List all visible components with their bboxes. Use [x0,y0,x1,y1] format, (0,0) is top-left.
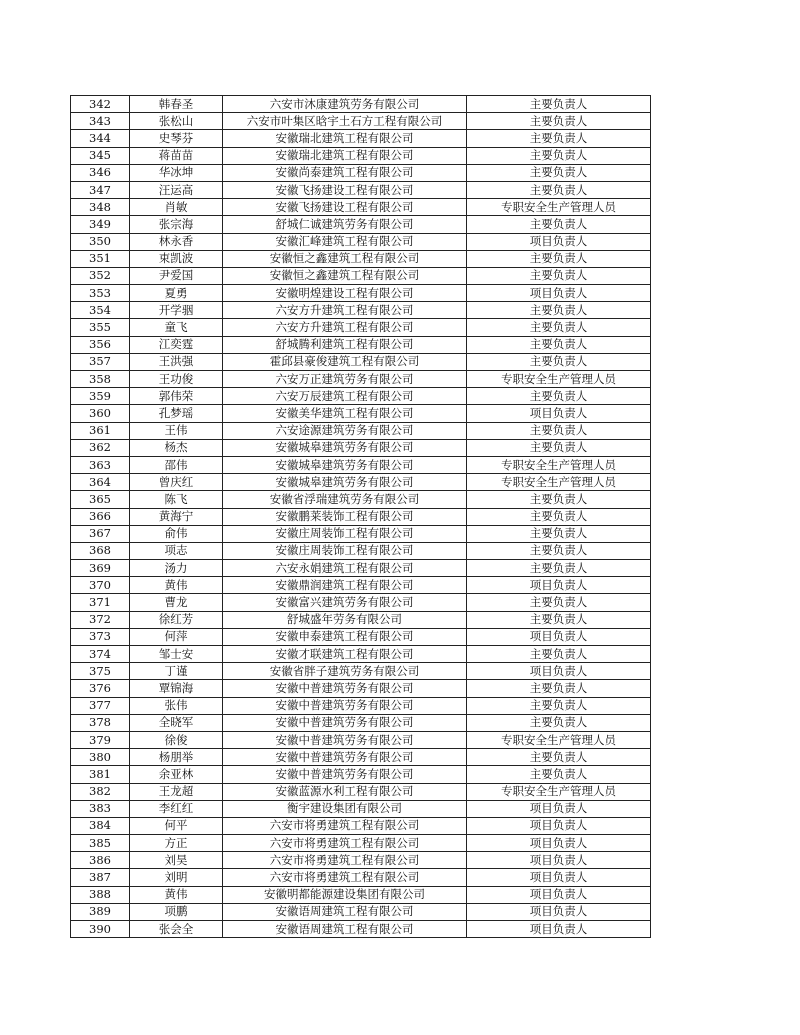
company-name-cell: 安徽瑞北建筑工程有限公司 [223,147,467,164]
person-name-cell: 开学骃 [130,302,223,319]
table-row [71,783,651,800]
company-name-cell: 安徽汇峰建筑工程有限公司 [223,233,467,250]
role-cell: 项目负责人 [467,921,651,938]
company-name-cell: 安徽庄周装饰工程有限公司 [223,542,467,559]
person-name-cell: 童飞 [130,319,223,336]
company-name-cell: 安徽省胖子建筑劳务有限公司 [223,663,467,680]
company-name-cell: 舒城盛年劳务有限公司 [223,611,467,628]
company-name-cell: 六安市将勇建筑工程有限公司 [223,835,467,852]
row-number-cell: 344 [71,130,130,147]
company-name-cell: 舒城腾利建筑工程有限公司 [223,336,467,353]
row-number-cell: 366 [71,508,130,525]
role-cell: 主要负责人 [467,697,651,714]
role-cell: 项目负责人 [467,663,651,680]
row-number-cell: 382 [71,783,130,800]
table-row [71,903,651,920]
company-name-cell: 六安途源建筑劳务有限公司 [223,422,467,439]
table-row [71,491,651,508]
table-row [71,422,651,439]
person-name-cell: 张松山 [130,113,223,130]
role-cell: 主要负责人 [467,216,651,233]
role-cell: 主要负责人 [467,250,651,267]
table-row [71,388,651,405]
role-cell: 主要负责人 [467,680,651,697]
table-row [71,869,651,886]
company-name-cell: 安徽美华建筑工程有限公司 [223,405,467,422]
row-number-cell: 342 [71,96,130,113]
personnel-table [70,95,651,938]
person-name-cell: 王伟 [130,422,223,439]
row-number-cell: 368 [71,542,130,559]
row-number-cell: 369 [71,560,130,577]
company-name-cell: 安徽中普建筑劳务有限公司 [223,680,467,697]
table-row [71,663,651,680]
row-number-cell: 380 [71,749,130,766]
role-cell: 专职安全生产管理人员 [467,731,651,748]
role-cell: 主要负责人 [467,560,651,577]
person-name-cell: 黄伟 [130,886,223,903]
company-name-cell: 安徽城皋建筑劳务有限公司 [223,456,467,473]
table-row [71,560,651,577]
company-name-cell: 舒城仁诚建筑劳务有限公司 [223,216,467,233]
person-name-cell: 覃锦海 [130,680,223,697]
person-name-cell: 俞伟 [130,525,223,542]
role-cell: 项目负责人 [467,577,651,594]
person-name-cell: 张伟 [130,697,223,714]
company-name-cell: 六安方升建筑工程有限公司 [223,302,467,319]
role-cell: 主要负责人 [467,302,651,319]
table-row [71,250,651,267]
role-cell: 项目负责人 [467,869,651,886]
row-number-cell: 361 [71,422,130,439]
company-name-cell: 安徽明都能源建设集团有限公司 [223,886,467,903]
row-number-cell: 350 [71,233,130,250]
table-row [71,628,651,645]
role-cell: 主要负责人 [467,388,651,405]
person-name-cell: 张宗海 [130,216,223,233]
row-number-cell: 372 [71,611,130,628]
person-name-cell: 徐红芳 [130,611,223,628]
table-row [71,817,651,834]
person-name-cell: 王龙超 [130,783,223,800]
company-name-cell: 六安市将勇建筑工程有限公司 [223,852,467,869]
table-row [71,130,651,147]
row-number-cell: 371 [71,594,130,611]
row-number-cell: 364 [71,474,130,491]
person-name-cell: 陈飞 [130,491,223,508]
table-row [71,474,651,491]
table-row [71,233,651,250]
company-name-cell: 六安万正建筑劳务有限公司 [223,371,467,388]
row-number-cell: 357 [71,353,130,370]
row-number-cell: 365 [71,491,130,508]
table-row [71,147,651,164]
role-cell: 主要负责人 [467,267,651,284]
table-row [71,319,651,336]
role-cell: 专职安全生产管理人员 [467,474,651,491]
person-name-cell: 夏勇 [130,285,223,302]
table-row [71,835,651,852]
row-number-cell: 388 [71,886,130,903]
person-name-cell: 王洪强 [130,353,223,370]
company-name-cell: 安徽恒之鑫建筑工程有限公司 [223,267,467,284]
role-cell: 专职安全生产管理人员 [467,371,651,388]
person-name-cell: 束凯波 [130,250,223,267]
table-row [71,216,651,233]
person-name-cell: 张会全 [130,921,223,938]
role-cell: 主要负责人 [467,164,651,181]
row-number-cell: 348 [71,199,130,216]
table-row [71,113,651,130]
company-name-cell: 安徽中普建筑劳务有限公司 [223,714,467,731]
person-name-cell: 邹士安 [130,646,223,663]
person-name-cell: 蒋苗苗 [130,147,223,164]
table-row [71,542,651,559]
row-number-cell: 375 [71,663,130,680]
table-row [71,96,651,113]
table-row [71,697,651,714]
row-number-cell: 379 [71,731,130,748]
company-name-cell: 六安市沐康建筑劳务有限公司 [223,96,467,113]
table-row [71,405,651,422]
table-row [71,285,651,302]
role-cell: 主要负责人 [467,766,651,783]
person-name-cell: 何平 [130,817,223,834]
table-row [71,353,651,370]
row-number-cell: 358 [71,371,130,388]
role-cell: 主要负责人 [467,749,651,766]
person-name-cell: 江奕霆 [130,336,223,353]
table-row [71,594,651,611]
company-name-cell: 衡宇建设集团有限公司 [223,800,467,817]
row-number-cell: 345 [71,147,130,164]
person-name-cell: 史琴芬 [130,130,223,147]
role-cell: 项目负责人 [467,835,651,852]
person-name-cell: 余亚林 [130,766,223,783]
person-name-cell: 华冰坤 [130,164,223,181]
role-cell: 主要负责人 [467,422,651,439]
company-name-cell: 安徽尚泰建筑工程有限公司 [223,164,467,181]
row-number-cell: 356 [71,336,130,353]
row-number-cell: 378 [71,714,130,731]
table-row [71,852,651,869]
row-number-cell: 376 [71,680,130,697]
company-name-cell: 安徽瑞北建筑工程有限公司 [223,130,467,147]
person-name-cell: 黄海宁 [130,508,223,525]
row-number-cell: 354 [71,302,130,319]
role-cell: 专职安全生产管理人员 [467,783,651,800]
row-number-cell: 385 [71,835,130,852]
table-row [71,302,651,319]
table-row [71,731,651,748]
person-name-cell: 王功俊 [130,371,223,388]
person-name-cell: 杨杰 [130,439,223,456]
company-name-cell: 安徽语周建筑工程有限公司 [223,921,467,938]
person-name-cell: 徐俊 [130,731,223,748]
person-name-cell: 曾庆红 [130,474,223,491]
person-name-cell: 全晓军 [130,714,223,731]
row-number-cell: 351 [71,250,130,267]
company-name-cell: 六安方升建筑工程有限公司 [223,319,467,336]
company-name-cell: 安徽蓝源水利工程有限公司 [223,783,467,800]
role-cell: 主要负责人 [467,181,651,198]
table-row [71,886,651,903]
person-name-cell: 项志 [130,542,223,559]
company-name-cell: 安徽恒之鑫建筑工程有限公司 [223,250,467,267]
row-number-cell: 367 [71,525,130,542]
company-name-cell: 安徽中普建筑劳务有限公司 [223,697,467,714]
row-number-cell: 343 [71,113,130,130]
row-number-cell: 349 [71,216,130,233]
row-number-cell: 353 [71,285,130,302]
role-cell: 项目负责人 [467,233,651,250]
company-name-cell: 安徽富兴建筑劳务有限公司 [223,594,467,611]
table-row [71,921,651,938]
table-row [71,749,651,766]
table-row [71,611,651,628]
row-number-cell: 389 [71,903,130,920]
row-number-cell: 390 [71,921,130,938]
company-name-cell: 安徽城皋建筑劳务有限公司 [223,439,467,456]
person-name-cell: 韩春圣 [130,96,223,113]
company-name-cell: 安徽中普建筑劳务有限公司 [223,731,467,748]
role-cell: 主要负责人 [467,336,651,353]
role-cell: 主要负责人 [467,714,651,731]
company-name-cell: 霍邱县豪俊建筑工程有限公司 [223,353,467,370]
row-number-cell: 386 [71,852,130,869]
role-cell: 主要负责人 [467,96,651,113]
company-name-cell: 六安永娟建筑工程有限公司 [223,560,467,577]
row-number-cell: 387 [71,869,130,886]
table-row [71,371,651,388]
company-name-cell: 安徽才联建筑工程有限公司 [223,646,467,663]
row-number-cell: 362 [71,439,130,456]
role-cell: 主要负责人 [467,491,651,508]
person-name-cell: 刘明 [130,869,223,886]
company-name-cell: 安徽明煌建设工程有限公司 [223,285,467,302]
person-name-cell: 杨朋举 [130,749,223,766]
person-name-cell: 汪运高 [130,181,223,198]
person-name-cell: 项鹏 [130,903,223,920]
person-name-cell: 郭伟荣 [130,388,223,405]
row-number-cell: 360 [71,405,130,422]
person-name-cell: 尹爱国 [130,267,223,284]
role-cell: 主要负责人 [467,439,651,456]
company-name-cell: 安徽飞扬建设工程有限公司 [223,199,467,216]
role-cell: 主要负责人 [467,525,651,542]
table-row [71,646,651,663]
person-name-cell: 肖敏 [130,199,223,216]
company-name-cell: 安徽鼎润建筑工程有限公司 [223,577,467,594]
row-number-cell: 347 [71,181,130,198]
role-cell: 专职安全生产管理人员 [467,456,651,473]
company-name-cell: 六安市将勇建筑工程有限公司 [223,817,467,834]
table-row [71,508,651,525]
row-number-cell: 381 [71,766,130,783]
row-number-cell: 377 [71,697,130,714]
company-name-cell: 安徽语周建筑工程有限公司 [223,903,467,920]
role-cell: 主要负责人 [467,147,651,164]
role-cell: 主要负责人 [467,508,651,525]
role-cell: 主要负责人 [467,646,651,663]
person-name-cell: 汤力 [130,560,223,577]
company-name-cell: 安徽中普建筑劳务有限公司 [223,749,467,766]
role-cell: 项目负责人 [467,628,651,645]
person-name-cell: 何萍 [130,628,223,645]
role-cell: 项目负责人 [467,800,651,817]
company-name-cell: 安徽飞扬建设工程有限公司 [223,181,467,198]
row-number-cell: 370 [71,577,130,594]
row-number-cell: 346 [71,164,130,181]
role-cell: 项目负责人 [467,852,651,869]
table-row [71,164,651,181]
role-cell: 项目负责人 [467,405,651,422]
table-row [71,525,651,542]
person-name-cell: 黄伟 [130,577,223,594]
row-number-cell: 359 [71,388,130,405]
role-cell: 项目负责人 [467,886,651,903]
person-name-cell: 邵伟 [130,456,223,473]
table-row [71,714,651,731]
company-name-cell: 安徽申泰建筑工程有限公司 [223,628,467,645]
role-cell: 专职安全生产管理人员 [467,199,651,216]
company-name-cell: 安徽城皋建筑劳务有限公司 [223,474,467,491]
company-name-cell: 安徽鹏莱装饰工程有限公司 [223,508,467,525]
person-name-cell: 刘昊 [130,852,223,869]
company-name-cell: 六安市叶集区晗宇土石方工程有限公司 [223,113,467,130]
role-cell: 主要负责人 [467,113,651,130]
table-row [71,181,651,198]
role-cell: 项目负责人 [467,285,651,302]
role-cell: 项目负责人 [467,903,651,920]
row-number-cell: 373 [71,628,130,645]
row-number-cell: 384 [71,817,130,834]
table-row [71,336,651,353]
row-number-cell: 352 [71,267,130,284]
table-row [71,680,651,697]
company-name-cell: 六安万辰建筑工程有限公司 [223,388,467,405]
person-name-cell: 李红红 [130,800,223,817]
person-name-cell: 方正 [130,835,223,852]
table-row [71,267,651,284]
role-cell: 主要负责人 [467,542,651,559]
role-cell: 主要负责人 [467,611,651,628]
company-name-cell: 安徽庄周装饰工程有限公司 [223,525,467,542]
person-name-cell: 林永香 [130,233,223,250]
table-body [71,96,651,938]
row-number-cell: 363 [71,456,130,473]
role-cell: 主要负责人 [467,130,651,147]
row-number-cell: 383 [71,800,130,817]
role-cell: 主要负责人 [467,353,651,370]
row-number-cell: 355 [71,319,130,336]
person-name-cell: 孔梦瑶 [130,405,223,422]
table-row [71,456,651,473]
role-cell: 主要负责人 [467,319,651,336]
company-name-cell: 六安市将勇建筑工程有限公司 [223,869,467,886]
table-row [71,577,651,594]
person-name-cell: 丁谨 [130,663,223,680]
table-row [71,800,651,817]
role-cell: 主要负责人 [467,594,651,611]
person-name-cell: 曹龙 [130,594,223,611]
row-number-cell: 374 [71,646,130,663]
table-row [71,439,651,456]
table-row [71,199,651,216]
role-cell: 项目负责人 [467,817,651,834]
company-name-cell: 安徽中普建筑劳务有限公司 [223,766,467,783]
company-name-cell: 安徽省浮瑞建筑劳务有限公司 [223,491,467,508]
table-row [71,766,651,783]
